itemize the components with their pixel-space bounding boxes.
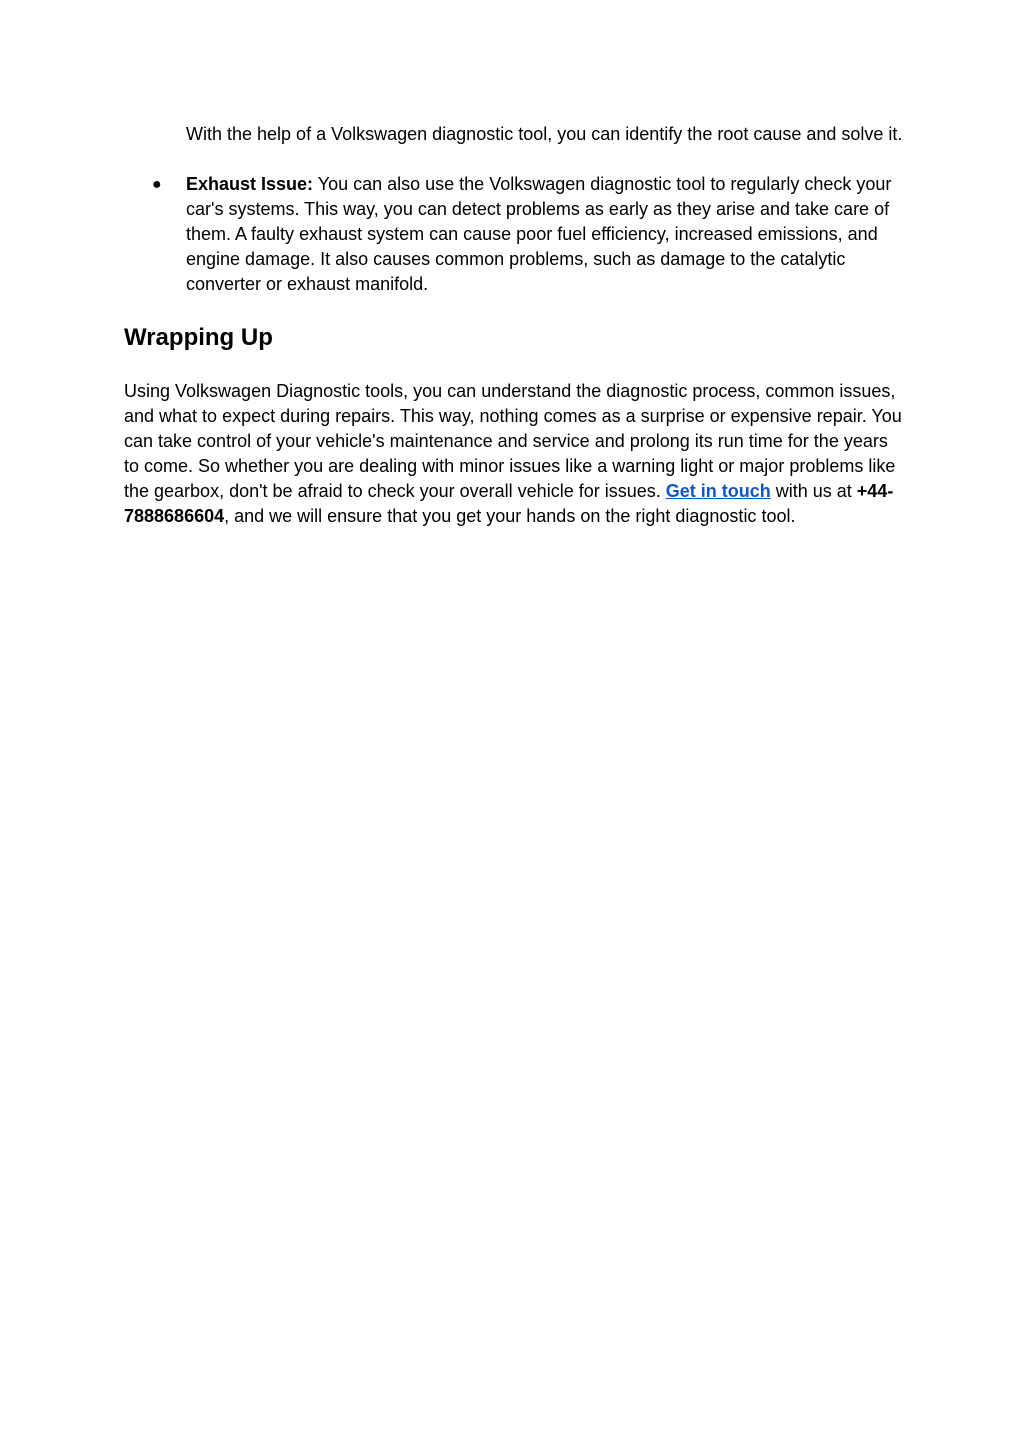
paragraph-text: , and we will ensure that you get your hands on the right diagnostic tool. xyxy=(224,506,796,526)
bullet-list xyxy=(0,172,1024,297)
bullet-body: You can also use the Volkswagen diagnostic tool to regularly check your car's systems. This way, you can detect problems as early as they arise and take care of them. A faulty exhaust system can cause poor fuel efficiency, increased emissions, and engine damage. It also causes common problems, such as damage to the catalytic converter or exhaust manifold. xyxy=(186,174,892,294)
bullet-text xyxy=(186,172,906,297)
paragraph-text: with us at xyxy=(770,481,857,501)
paragraph-text: Using Volkswagen Diagnostic tools, you can understand the diagnostic process, common issues, and what to expect during repairs. This way, nothing comes as a surprise or expensive repair. You can take control of your vehicle's maintenance and service and prolong its run time for the years to come. So whether you are dealing with minor issues like a warning light or major problems like the gearbox, don't be afraid to check your overall vehicle for issues. xyxy=(124,381,902,501)
continued-paragraph: With the help of a Volkswagen diagnostic tool, you can identify the root cause and solve it. xyxy=(186,124,903,144)
section-heading: Wrapping Up xyxy=(124,324,273,351)
list-item xyxy=(0,172,1024,297)
bullet-icon: ● xyxy=(152,176,162,193)
phone-number: +44-7888686604 xyxy=(124,481,894,526)
bullet-title: Exhaust Issue: xyxy=(186,174,314,194)
get-in-touch-link[interactable]: Get in touch xyxy=(665,481,771,501)
wrapping-up-paragraph xyxy=(124,379,904,529)
